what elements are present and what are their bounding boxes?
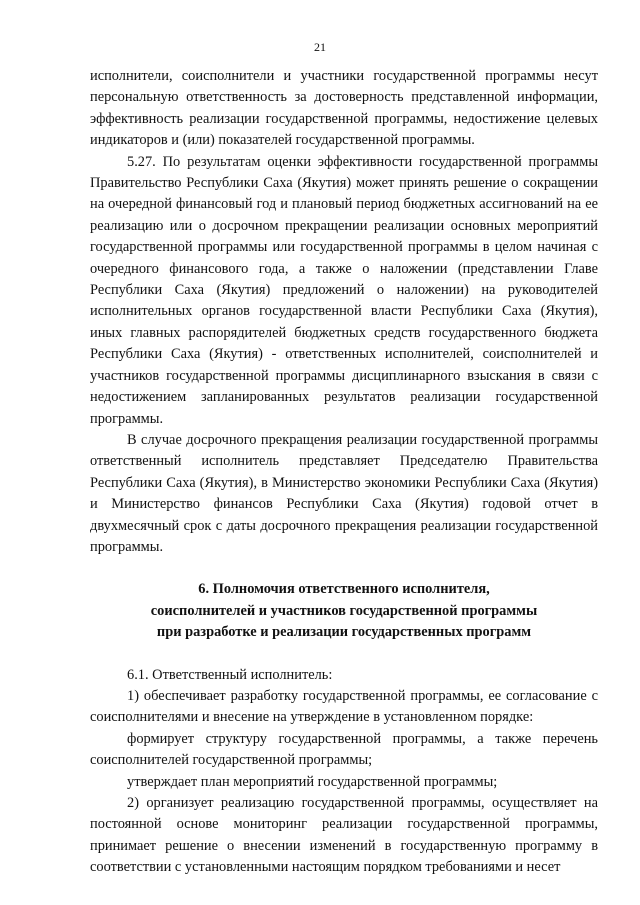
body-text bbox=[90, 66, 598, 879]
section-heading-line: 6. Полномочия ответственного исполнителя, bbox=[198, 581, 490, 598]
section-heading-line: соисполнителей и участников государственной программы bbox=[150, 602, 538, 619]
paragraph: исполнители, соисполнители и участники государственной программы несут персональную ответственность за достоверность представленной информации, эффективность реализации государственной программы, недостижение целевых индикаторов и (или) показателей государственной программы. bbox=[90, 68, 598, 149]
paragraph: В случае досрочного прекращения реализации государственной программы ответственный исполнитель представляет Председателю Правительства Республики Саха (Якутия), в Министерство экономики Республики Саха (Якутия) и Министерство финансов Республики Саха (Якутия) годовой отчет в двухмесячный срок с даты досрочного прекращения реализации государственной программы. bbox=[90, 431, 598, 555]
page-number: 21 bbox=[314, 40, 326, 54]
paragraph: 6.1. Ответственный исполнитель: bbox=[127, 666, 333, 683]
paragraph: 5.27. По результатам оценки эффективности государственной программы Правительство Республики Саха (Якутия) может принять решение о сокращении на очередной финансовый год и плановый период бюджетных ассигнований на ее реализацию или о досрочном прекращении реализации основных мероприятий государственной программы или государственной программы в целом начиная с очередного финансового года, а также о наложении (представлении Главе Республики Саха (Якутия) предложений о наложении) на руководителей исполнительных органов государственной власти Республики Саха (Якутия), иных главных распорядителей бюджетных средств государственного бюджета Республики Саха (Якутия) - ответственных исполнителей, соисполнителей и участников государственной программы дисциплинарного взыскания в связи с недостижением запланированных результатов реализации государственной программы. bbox=[90, 153, 598, 427]
paragraph: формирует структуру государственной программы, а также перечень соисполнителей государственной программы; bbox=[90, 730, 598, 769]
section-heading bbox=[90, 579, 598, 643]
section-heading-line: при разработке и реализации государственных программ bbox=[156, 624, 532, 641]
paragraph: 2) организует реализацию государственной программы, осуществляет на постоянной основе мониторинг реализации государственной программы, принимает решение о внесении изменений в государственную программу в соответствии с установленными настоящим порядком требованиями и несет bbox=[90, 795, 598, 876]
paragraph: 1) обеспечивает разработку государственной программы, ее согласование с соисполнителями и внесение на утверждение в установленном порядке: bbox=[90, 687, 598, 726]
paragraph: утверждает план мероприятий государственной программы; bbox=[127, 773, 498, 790]
